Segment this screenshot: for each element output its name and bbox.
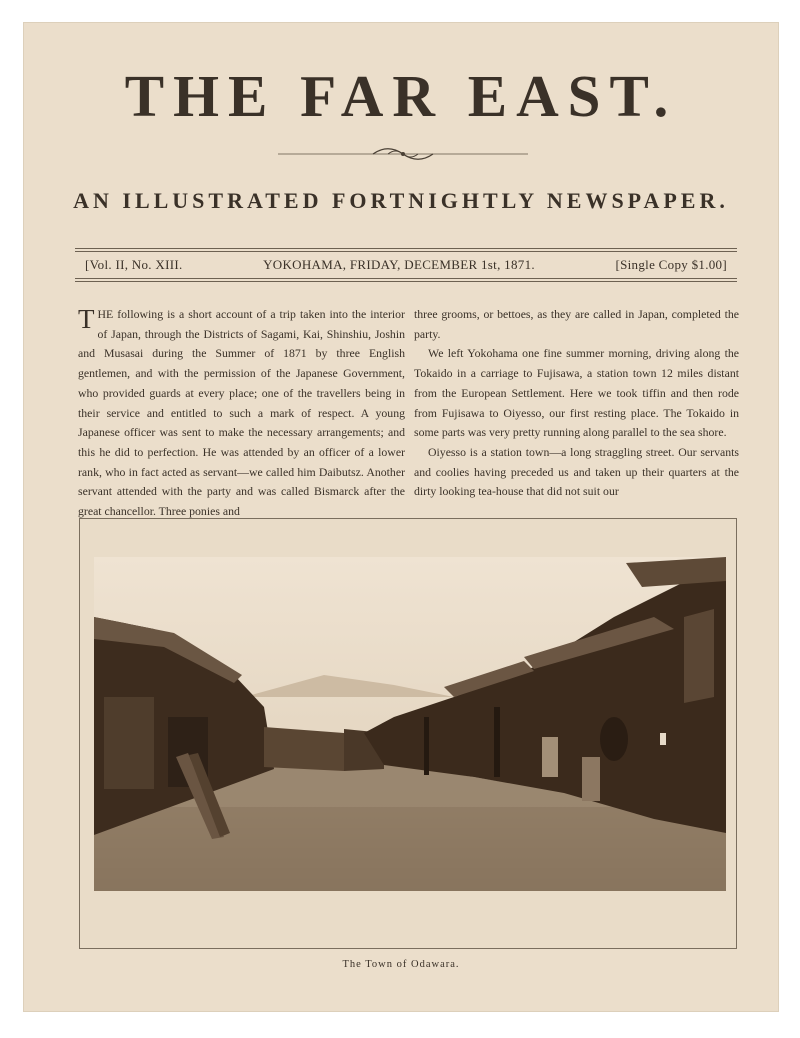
street-photograph xyxy=(94,557,726,891)
article-paragraph: We left Yokohama one fine summer morning, driving along the Tokaido in a carriage to Fujisawa, a station town 12 miles distant from the European Settlement. Here we took tiffin and then rode from Fujisawa to Oiyesso, our first resting place. The Tokaido in some parts was very pretty running along parallel to the sea shore. xyxy=(414,346,739,440)
newspaper-subtitle: AN ILLUSTRATED FORTNIGHTLY NEWSPAPER. xyxy=(73,188,729,213)
article-paragraph: Oiyesso is a station town—a long straggling street. Our servants and coolies having preceded us and taken up their quarters at the dirty looking tea-house that did not suit our xyxy=(414,444,739,499)
article-text-left: HE following is a short account of a trip taken into the interior of Japan, through the Districts of Sagami, Kai, Shinshiu, Joshin and Musasai during the Summer of 1871 by three English gentlemen, and with the permission of the Japanese Government, who provided guards at every place; one of the travellers being in their service and entitled to such a mark of respect. A young Japanese officer was sent to make the necessary arrangements; and this he did to perfection. He was attended by an officer of a lower rank, who in fact acted as servant—we called him Daibutsz. Another servant attended with the party and was called Bismarck after the great chancellor. Three ponies and xyxy=(78,307,405,519)
drop-cap: T xyxy=(78,304,95,334)
newspaper-title: THE FAR EAST. xyxy=(124,63,678,129)
article-column-left xyxy=(78,305,405,522)
place-and-date: YOKOHAMA, FRIDAY, DECEMBER 1st, 1871. xyxy=(263,257,535,272)
article-paragraph xyxy=(78,305,405,522)
odawara-street-image xyxy=(94,557,726,891)
rule-bottom xyxy=(75,278,737,279)
rule-bottom-inner xyxy=(75,281,737,282)
article-column-right xyxy=(414,305,739,502)
copy-price: [Single Copy $1.00] xyxy=(615,257,727,272)
photo-caption: The Town of Odawara. xyxy=(342,959,460,970)
dateline xyxy=(85,257,727,273)
newspaper-page xyxy=(23,22,779,1012)
rule-top xyxy=(75,248,737,249)
ornamental-flourish xyxy=(278,146,528,162)
article-paragraph-continued: three grooms, or bettoes, as they are called in Japan, completed the party. xyxy=(414,307,739,341)
rule-top-inner xyxy=(75,251,737,252)
volume-number: [Vol. II, No. XIII. xyxy=(85,257,183,272)
